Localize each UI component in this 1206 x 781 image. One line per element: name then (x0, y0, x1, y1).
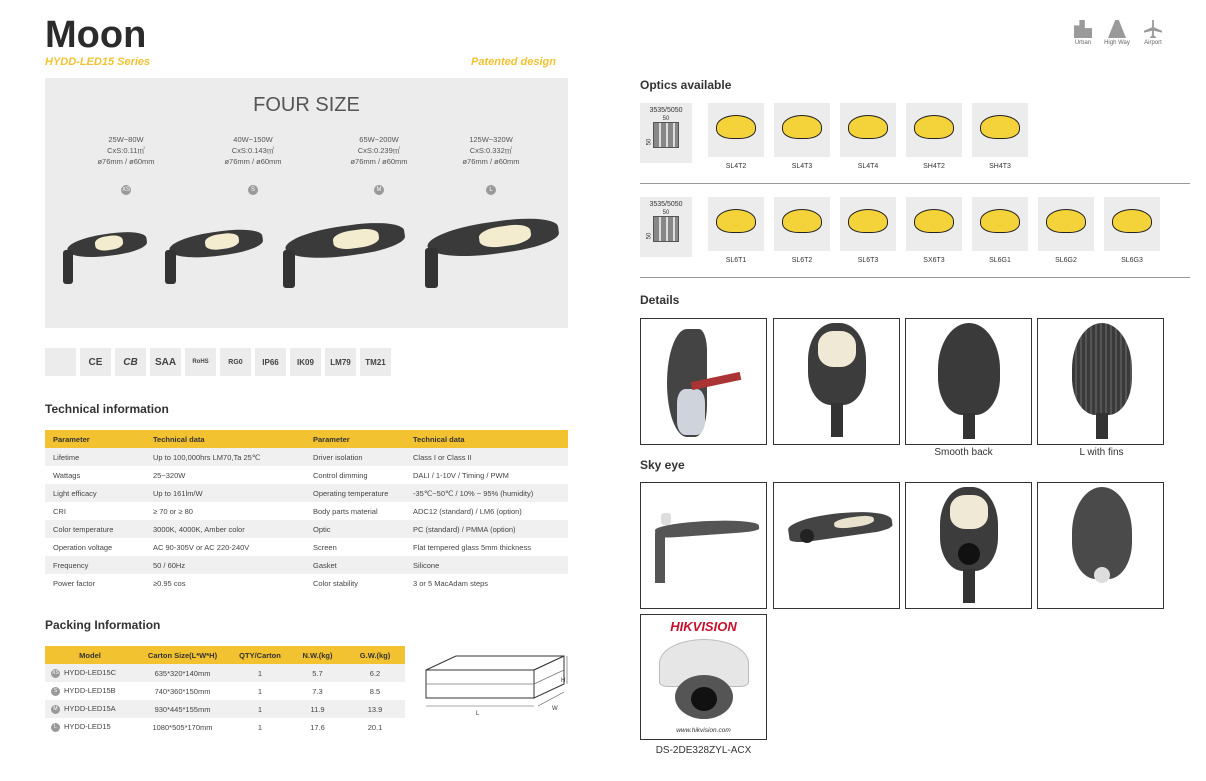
optic-sl4t3-icon (774, 103, 830, 157)
table-row: M HYDD-LED15A 930*445*155mm 1 11.9 13.9 (45, 700, 405, 718)
box-label-h: H (561, 678, 566, 684)
sky-eye-photo-angle (773, 482, 900, 609)
table-row: XS HYDD-LED15C 635*320*140mm 1 5.7 6.2 (45, 664, 405, 682)
lamp-image-l (419, 218, 561, 292)
scenario-airport: Airport (1136, 20, 1170, 46)
highway-road-icon (1108, 20, 1126, 38)
city-buildings-icon (1074, 20, 1092, 38)
table-row: Wattags 25~320W Control dimming DALI / 1-10V / Timing / PWM (53, 470, 509, 480)
size-badge: L (486, 185, 496, 195)
optic-sl6t2-icon (774, 197, 830, 251)
optic-sh4t2-icon (906, 103, 962, 157)
size-variant-m: 65W~200W CxS:0.239㎡ ø76mm / ø60mm M (350, 135, 408, 193)
table-row: Lifetime Up to 100,000hrs LM70,Ta 25℃ Driver isolation Class I or Class II (45, 448, 568, 466)
series-name: HYDD-LED15 Series (45, 56, 151, 68)
optic-sl4t4-icon (840, 103, 896, 157)
hikvision-logo: HIKVISION (670, 619, 737, 634)
optics-row-4: 3535/5050 50 50 SL4T2 SL4T3 SL4T4 SH4T2 SH4T3 (640, 103, 1190, 171)
detail-photo-fins (1037, 318, 1164, 445)
optic-sl6t1-icon (708, 197, 764, 251)
table-row: CRI ≥ 70 or ≥ 80 Body parts material ADC12 (standard) / LM6 (option) (53, 506, 522, 516)
optic-sl6g2-icon (1038, 197, 1094, 251)
packing-heading: Packing Information (45, 618, 161, 632)
size-variant-l: 125W~320W CxS:0.332㎡ ø76mm / ø60mm L (462, 135, 520, 193)
table-row: Light efficacy Up to 161lm/W Operating temperature -35℃~50℃ / 10% ~ 95% (humidity) (45, 484, 568, 502)
scenario-urban: Urban (1066, 20, 1100, 46)
table-row: Power factor ≥0.95 cos Color stability 3 or 5 MacAdam steps (53, 578, 489, 588)
details-heading: Details (640, 293, 680, 307)
rg0-cert-icon: RG0 (220, 348, 251, 376)
led-chip-module: 3535/5050 50 50 (640, 103, 692, 163)
tm21-cert-icon: TM21 (360, 348, 391, 376)
size-badge: M (374, 185, 384, 195)
sky-eye-photo-front (905, 482, 1032, 609)
lm79-cert-icon: LM79 (325, 348, 356, 376)
detail-photo-smooth-back (905, 318, 1032, 445)
four-size-panel (45, 78, 568, 328)
saa-cert-icon: SAA (150, 348, 181, 376)
rohs-cert-icon: RoHS (185, 348, 216, 376)
carton-box-diagram (418, 648, 568, 720)
optics-row-6: 3535/5050 50 50 SL6T1 SL6T2 SL6T3 SX6T3 SL6G1 SL6G2 SL6G3 (640, 197, 1190, 265)
sky-eye-photo-back (1037, 482, 1164, 609)
lamp-image-xs (59, 230, 149, 290)
size-badge: S (248, 185, 258, 195)
table-row: Operation voltage AC 90-305V or AC 220-240V Screen Flat tempered glass 5mm thickness (53, 542, 531, 552)
table-header-row: Model Carton Size(L*W*H) QTY/Carton N.W.(kg) G.W.(kg) (45, 646, 405, 664)
airplane-icon (1144, 20, 1162, 38)
technical-table (45, 430, 568, 592)
technical-heading: Technical information (45, 402, 169, 416)
size-variant-xs: 25W~80W CxS:0.11㎡ ø76mm / ø60mm XS (97, 135, 155, 193)
four-size-title: FOUR SIZE (253, 94, 360, 116)
detail-photo-front (773, 318, 900, 445)
hikvision-url: www.hikvision.com (676, 727, 731, 734)
lamp-image-s (161, 228, 265, 288)
optic-sl6g1-icon (972, 197, 1028, 251)
size-variant-s: 40W~150W CxS:0.143㎡ ø76mm / ø60mm S (224, 135, 282, 193)
camera-model-label: DS-2DE328ZYL-ACX (655, 745, 752, 756)
optic-sx6t3-icon (906, 197, 962, 251)
cb-cert-icon: CB (115, 348, 146, 376)
sky-eye-photo-side (640, 482, 767, 609)
hikvision-camera-photo (640, 614, 767, 740)
table-header-row: Parameter Technical data Parameter Technical data (45, 430, 568, 448)
ce-cert-icon: CE (80, 348, 111, 376)
sky-eye-heading: Sky eye (640, 458, 685, 472)
table-row: S HYDD-LED15B 740*360*150mm 1 7.3 8.5 (45, 682, 405, 700)
patent-note: Patented design (471, 56, 556, 68)
table-row: Frequency 50 / 60Hz Gasket Silicone (45, 556, 568, 574)
led-chip-module: 3535/5050 50 50 (640, 197, 692, 257)
size-badge: XS (121, 187, 130, 193)
optic-sh4t3-icon (972, 103, 1028, 157)
divider (640, 277, 1190, 278)
optics-heading: Optics available (640, 78, 732, 92)
table-row: Color temperature 3000K, 4000K, Amber color Optic PC (standard) / PMMA (option) (45, 520, 568, 538)
optic-sl6t3-icon (840, 197, 896, 251)
box-label-w: W (552, 706, 558, 712)
ccc-cert-icon (45, 348, 76, 376)
scenario-highway: High Way (1100, 20, 1134, 46)
certification-row (45, 348, 391, 376)
optic-sl6g3-icon (1104, 197, 1160, 251)
ip66-cert-icon: IP66 (255, 348, 286, 376)
detail-caption-smooth-back: Smooth back (934, 447, 993, 458)
ik09-cert-icon: IK09 (290, 348, 321, 376)
detail-caption-fins: L with fins (1079, 447, 1124, 458)
table-row: L HYDD-LED15 1080*505*170mm 1 17.6 20.1 (45, 718, 405, 736)
optic-sl4t2-icon (708, 103, 764, 157)
page-title: Moon (45, 14, 147, 56)
detail-photo-open (640, 318, 767, 445)
divider (640, 183, 1190, 184)
lamp-image-m (277, 222, 407, 292)
packing-table (45, 646, 405, 736)
box-label-l: L (476, 711, 480, 717)
